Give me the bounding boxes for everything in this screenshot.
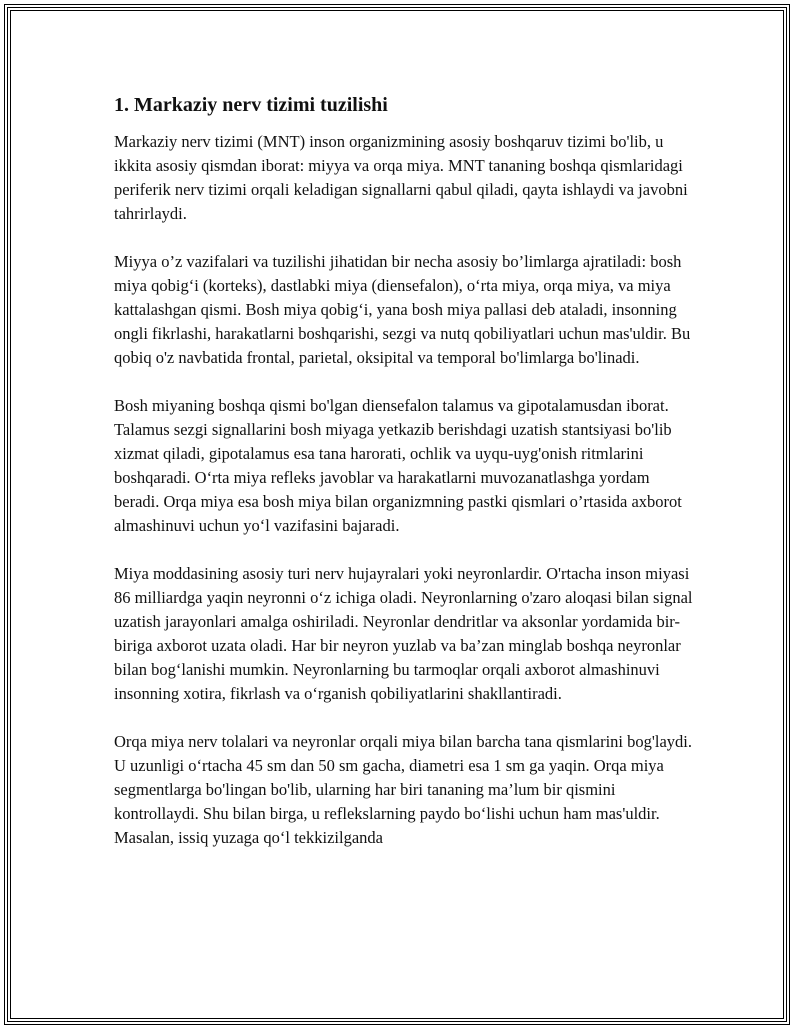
document-body bbox=[114, 92, 694, 874]
paragraph-2: Miyya o’z vazifalari va tuzilishi jihatidan bir necha asosiy bo’limlarga ajratiladi: bosh miya qobig‘i (korteks), dastlabki miya (diensefalon), o‘rta miya, orqa miya, va miya kattalashgan qismi. Bosh miya qobig‘i, yana bosh miya pallasi deb ataladi, insonning ongli fikrlashi, harakatlarni boshqarishi, sezgi va nutq qobiliyatlari uchun mas'uldir. Bu qobiq o'z navbatida frontal, parietal, oksipital va temporal bo'limlarga bo'linadi. bbox=[114, 252, 691, 367]
paragraph-1: Markaziy nerv tizimi (MNT) inson organizmining asosiy boshqaruv tizimi bo'lib, u ikkita asosiy qismdan iborat: miyya va orqa miya. MNT tananing boshqa qismlaridagi periferik nerv tizimi orqali keladigan signallarni qabul qiladi, qayta ishlaydi va javobni tahrirlaydi. bbox=[114, 132, 688, 223]
paragraph-5: Orqa miya nerv tolalari va neyronlar orqali miya bilan barcha tana qismlarini bog'laydi. U uzunligi o‘rtacha 45 sm dan 50 sm gacha, diametri esa 1 sm ga yaqin. Orqa miya segmentlarga bo'lingan bo'lib, ularning har biri tananing ma’lum bir qismini kontrollaydi. Shu bilan birga, u reflekslarning paydo bo‘lishi uchun ham mas'uldir. Masalan, issiq yuzaga qo‘l tekkizilganda bbox=[114, 732, 692, 847]
paragraph-3: Bosh miyaning boshqa qismi bo'lgan diensefalon talamus va gipotalamusdan iborat. Talamus sezgi signallarini bosh miyaga yetkazib berishdagi uzatish stantsiyasi bo'lib xizmat qiladi, gipotalamus esa tana harorati, ochlik va uyqu-uyg'onish ritmlarini boshqaradi. O‘rta miya refleks javoblar va harakatlarni muvozanatlashga yordam beradi. Orqa miya esa bosh miya bilan organizmning pastki qismlari o’rtasida axborot almashinuvi uchun yo‘l vazifasini bajaradi. bbox=[114, 396, 682, 535]
paragraph-4: Miya moddasining asosiy turi nerv hujayralari yoki neyronlardir. O'rtacha inson miyasi 86 milliardga yaqin neyronni o‘z ichiga oladi. Neyronlarning o'zaro aloqasi bilan signal uzatish jarayonlari amalga oshiriladi. Neyronlar dendritlar va aksonlar yordamida bir-biriga axborot uzata oladi. Har bir neyron yuzlab va ba’zan minglab boshqa neyronlar bilan bog‘lanishi mumkin. Neyronlarning bu tarmoqlar orqali axborot almashinuvi insonning xotira, fikrlash va o‘rganish qobiliyatlarini shakllantiradi. bbox=[114, 564, 693, 703]
section-heading: 1. Markaziy nerv tizimi tuzilishi bbox=[114, 94, 388, 116]
